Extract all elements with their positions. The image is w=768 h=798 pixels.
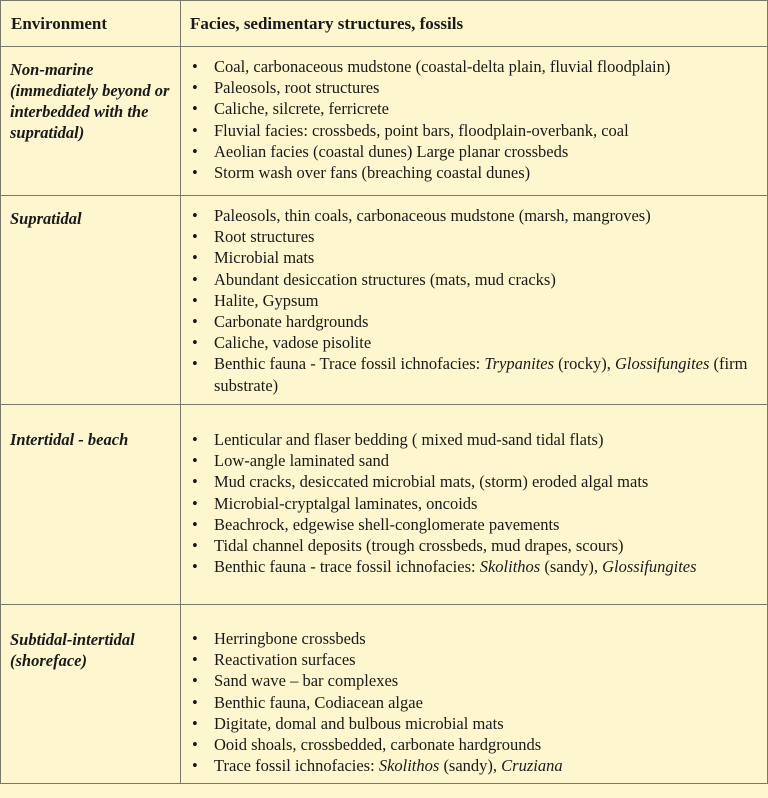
facies-list-item: [190, 205, 761, 226]
item-text: (sandy),: [540, 557, 603, 577]
facies-list-item: [190, 162, 761, 183]
facies-list: [190, 628, 761, 776]
facies-cell: [181, 405, 768, 605]
item-text: Paleosols, thin coals, carbonaceous mudstone (marsh, mangroves): [214, 206, 651, 225]
bullet-icon: •: [192, 514, 198, 534]
item-text: Benthic fauna, Codiacean algae: [214, 692, 423, 712]
item-text: Herringbone crossbeds: [214, 629, 366, 648]
item-text: Paleosols, root structures: [214, 78, 380, 98]
environment-cell: Non-marine (immediately beyond or interbedded with the supratidal): [1, 47, 181, 196]
taxon-name: Skolithos: [378, 756, 440, 776]
item-text: Mud cracks, desiccated microbial mats, (storm) eroded algal mats: [214, 472, 649, 492]
facies-list-item: [190, 450, 761, 471]
facies-list-item: [190, 471, 761, 492]
facies-list-item: [190, 514, 761, 535]
environment-cell: Supratidal: [1, 196, 181, 405]
facies-list-item: [190, 332, 761, 353]
facies-list-item: [190, 556, 761, 577]
bullet-icon: •: [192, 163, 198, 183]
column-header-environment: Environment: [1, 1, 181, 47]
item-text: Fluvial facies: crossbeds, point bars, floodplain-overbank, coal: [214, 120, 629, 140]
taxon-name: Glossifungites: [614, 354, 710, 374]
facies-list-item: [190, 269, 761, 290]
facies-list-item: [190, 713, 761, 734]
item-text: Coal, carbonaceous mudstone (coastal-delta plain, fluvial floodplain): [214, 57, 671, 76]
bullet-icon: •: [192, 99, 198, 119]
bullet-icon: •: [192, 472, 198, 492]
item-text: Root structures: [214, 227, 315, 247]
item-text: Storm wash over fans (breaching coastal dunes): [214, 163, 531, 183]
bullet-icon: •: [192, 713, 198, 733]
facies-list-item: [190, 535, 761, 556]
facies-list-item: [190, 247, 761, 268]
item-text: (firm substrate): [214, 354, 748, 395]
facies-list: [190, 56, 761, 183]
bullet-icon: •: [192, 206, 198, 225]
bullet-icon: •: [192, 756, 198, 776]
item-text: Microbial-cryptalgal laminates, oncoids: [214, 493, 478, 513]
facies-list-item: [190, 493, 761, 514]
facies-cell: [181, 196, 768, 405]
item-text: Aeolian facies (coastal dunes) Large planar crossbeds: [214, 141, 569, 161]
bullet-icon: •: [192, 629, 198, 648]
facies-list: [190, 205, 761, 396]
facies-list-item: [190, 692, 761, 713]
bullet-icon: •: [192, 78, 198, 98]
bullet-icon: •: [192, 141, 198, 161]
facies-cell: [181, 605, 768, 784]
item-text: (sandy),: [439, 756, 502, 776]
taxon-name: Glossifungites: [602, 557, 697, 577]
facies-list-item: [190, 755, 761, 776]
item-text: Ooid shoals, crossbedded, carbonate hardgrounds: [214, 735, 542, 755]
facies-list-item: [190, 141, 761, 162]
bullet-icon: •: [192, 227, 198, 247]
bullet-icon: •: [192, 312, 198, 332]
item-text: (rocky),: [554, 354, 615, 374]
item-text: Caliche, silcrete, ferricrete: [214, 99, 389, 119]
bullet-icon: •: [192, 248, 198, 268]
table-row-supratidal: [1, 196, 768, 405]
facies-list-item: [190, 353, 761, 395]
table-header-row: [1, 1, 768, 47]
bullet-icon: •: [192, 290, 198, 310]
item-text: Trace fossil ichnofacies:: [214, 756, 379, 776]
facies-list-item: [190, 311, 761, 332]
bullet-icon: •: [192, 493, 198, 513]
item-text: Caliche, vadose pisolite: [214, 333, 372, 353]
item-text: Tidal channel deposits (trough crossbeds, mud drapes, scours): [214, 536, 624, 556]
item-text: Lenticular and flaser bedding ( mixed mud-sand tidal flats): [214, 430, 604, 449]
bullet-icon: •: [192, 735, 198, 755]
facies-list-item: [190, 98, 761, 119]
item-text: Sand wave – bar complexes: [214, 671, 399, 691]
bullet-icon: •: [192, 269, 198, 289]
bullet-icon: •: [192, 57, 198, 76]
item-text: Low-angle laminated sand: [214, 451, 390, 471]
bullet-icon: •: [192, 650, 198, 670]
item-text: Microbial mats: [214, 248, 315, 268]
bullet-icon: •: [192, 430, 198, 449]
taxon-name: Trypanites: [484, 354, 555, 374]
taxon-name: Cruziana: [501, 756, 563, 776]
bullet-icon: •: [192, 557, 198, 577]
item-text: Halite, Gypsum: [214, 290, 319, 310]
facies-list-item: [190, 649, 761, 670]
item-text: Abundant desiccation structures (mats, mud cracks): [214, 269, 556, 289]
facies-list-item: [190, 226, 761, 247]
facies-list-item: [190, 120, 761, 141]
table-row-subtidal-intertidal: [1, 605, 768, 784]
bullet-icon: •: [192, 671, 198, 691]
item-text: Benthic fauna - Trace fossil ichnofacies:: [214, 354, 485, 374]
item-text: Benthic fauna - trace fossil ichnofacies:: [214, 557, 480, 577]
bullet-icon: •: [192, 333, 198, 353]
item-text: Beachrock, edgewise shell-conglomerate pavements: [214, 514, 560, 534]
facies-list-item: [190, 429, 761, 450]
column-header-facies: Facies, sedimentary structures, fossils: [181, 1, 768, 47]
facies-list-item: [190, 77, 761, 98]
facies-list-item: [190, 670, 761, 691]
facies-list-item: [190, 290, 761, 311]
bullet-icon: •: [192, 354, 198, 374]
facies-list: [190, 429, 761, 577]
environment-cell: Subtidal-intertidal (shoreface): [1, 605, 181, 784]
item-text: Reactivation surfaces: [214, 650, 356, 670]
taxon-name: Skolithos: [479, 557, 541, 577]
environment-cell: Intertidal - beach: [1, 405, 181, 605]
table-row-intertidal-beach: [1, 405, 768, 605]
facies-list-item: [190, 628, 761, 649]
bullet-icon: •: [192, 536, 198, 556]
facies-list-item: [190, 734, 761, 755]
facies-cell: [181, 47, 768, 196]
bullet-icon: •: [192, 451, 198, 471]
facies-list-item: [190, 56, 761, 77]
table-row-non-marine: [1, 47, 768, 196]
item-text: Carbonate hardgrounds: [214, 312, 369, 332]
bullet-icon: •: [192, 120, 198, 140]
bullet-icon: •: [192, 692, 198, 712]
item-text: Digitate, domal and bulbous microbial mats: [214, 713, 504, 733]
